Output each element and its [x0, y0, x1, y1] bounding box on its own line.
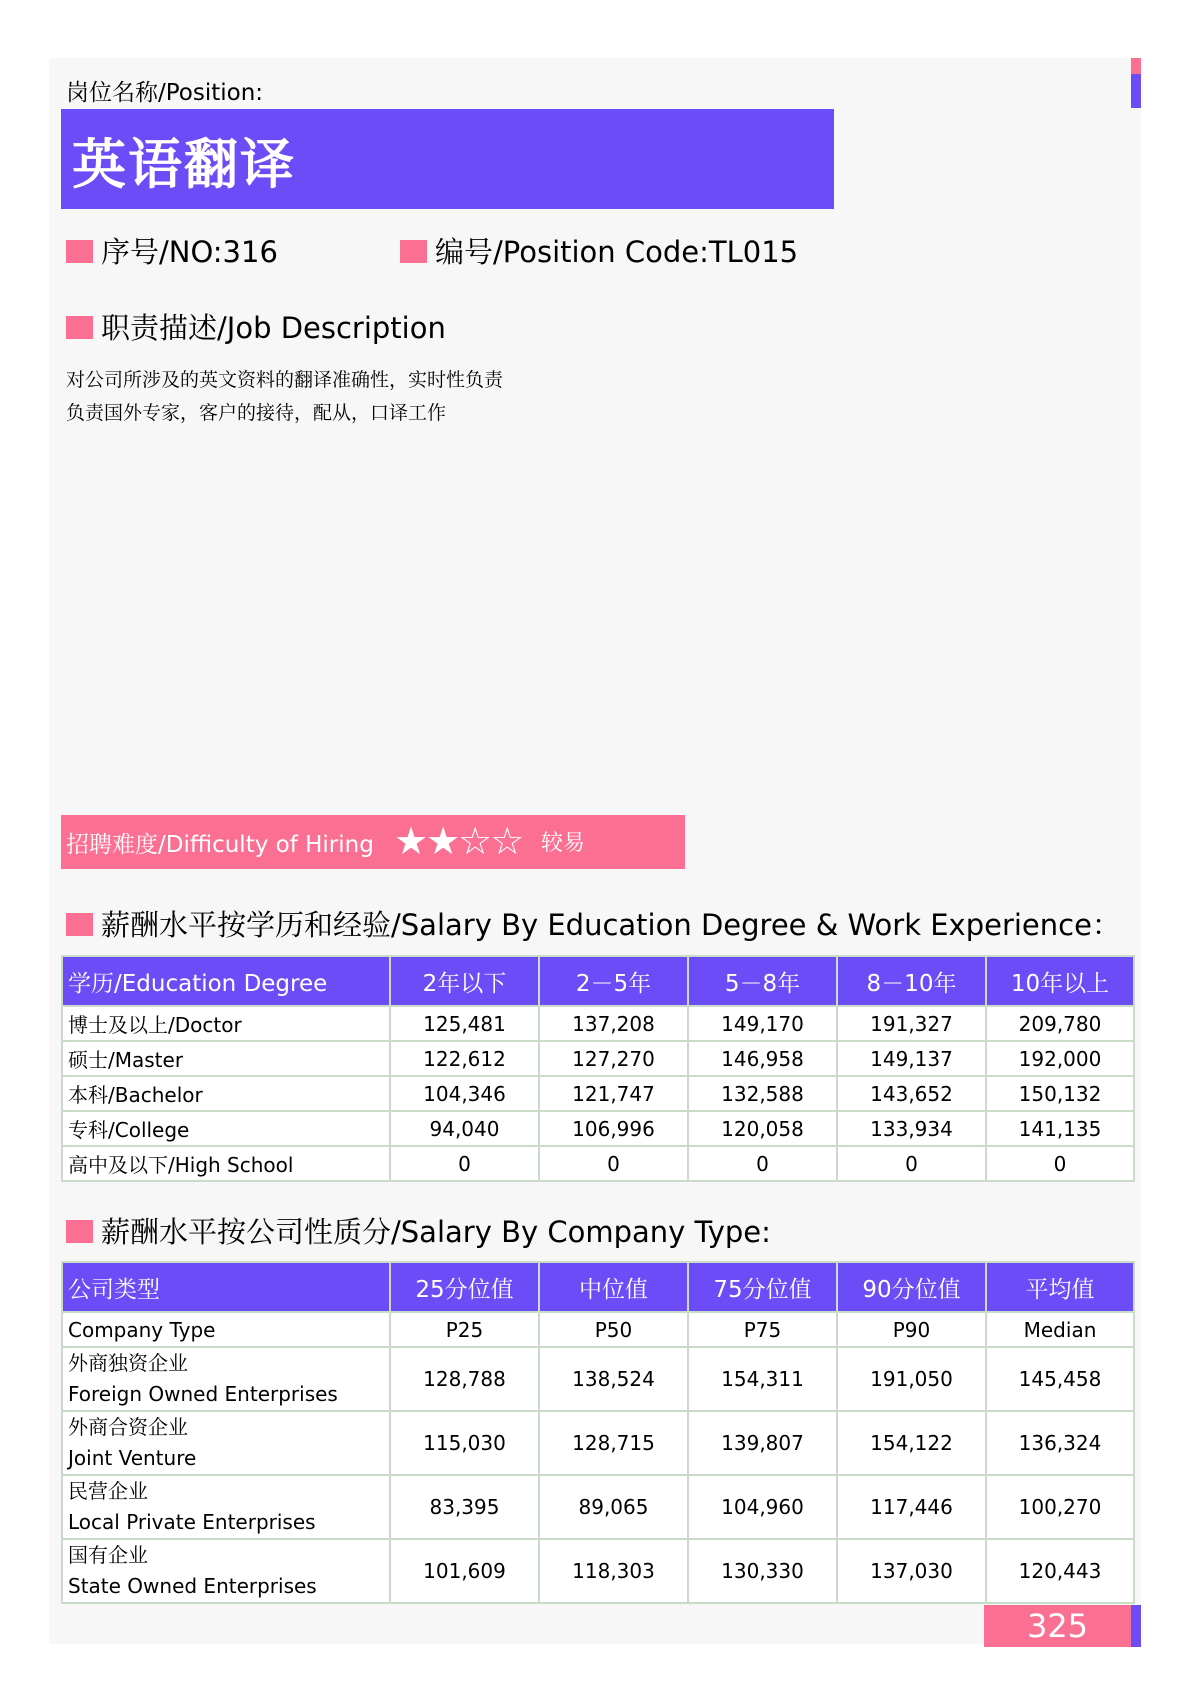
company-type-cn: 国有企业 [68, 1543, 148, 1567]
subheader-cell: P90 [837, 1312, 986, 1347]
salary-cell: 136,324 [986, 1411, 1134, 1475]
salary-cell: 125,481 [390, 1006, 539, 1041]
table-row [62, 1111, 1134, 1146]
salary-cell: 100,270 [986, 1475, 1134, 1539]
salary-cell: 141,135 [986, 1111, 1134, 1146]
subheader-cell: P75 [688, 1312, 837, 1347]
salary-cell: 127,270 [539, 1041, 688, 1076]
salary-cell: 137,030 [837, 1539, 986, 1603]
company-type-en: Foreign Owned Enterprises [68, 1382, 338, 1406]
company-salary-heading: 薪酬水平按公司性质分/Salary By Company Type: [101, 1215, 771, 1249]
salary-cell: 117,446 [837, 1475, 986, 1539]
salary-cell: 0 [688, 1146, 837, 1181]
bullet-square [66, 240, 93, 263]
row-label: 博士及以上/Doctor [62, 1006, 390, 1041]
row-label: 专科/College [62, 1111, 390, 1146]
job-description-line: 负责国外专家，客户的接待，配从，口译工作 [66, 402, 447, 424]
salary-cell: 121,747 [539, 1076, 688, 1111]
column-header: 5－8年 [688, 956, 837, 1006]
salary-cell: 104,960 [688, 1475, 837, 1539]
table-header-row [62, 956, 1134, 1006]
salary-cell: 89,065 [539, 1475, 688, 1539]
row-label: 硕士/Master [62, 1041, 390, 1076]
salary-cell: 128,715 [539, 1411, 688, 1475]
subheader-cell: Median [986, 1312, 1134, 1347]
salary-cell: 149,170 [688, 1006, 837, 1041]
table-row [62, 1146, 1134, 1181]
subheader-cell: Company Type [62, 1312, 390, 1347]
salary-cell: 0 [390, 1146, 539, 1181]
bullet-square [66, 1220, 93, 1243]
salary-cell: 83,395 [390, 1475, 539, 1539]
position-code: 编号/Position Code:TL015 [435, 235, 799, 269]
column-header: 2－5年 [539, 956, 688, 1006]
column-header: 学历/Education Degree [62, 956, 390, 1006]
salary-cell: 106,996 [539, 1111, 688, 1146]
subheader-cell: P25 [390, 1312, 539, 1347]
column-header: 90分位值 [837, 1262, 986, 1312]
corner-decoration-purple [1131, 74, 1141, 108]
position-title: 英语翻译 [72, 133, 296, 196]
job-description [66, 364, 503, 430]
salary-cell: 94,040 [390, 1111, 539, 1146]
page-number-accent [1131, 1605, 1141, 1647]
difficulty-label: 招聘难度/Difficulty of Hiring [66, 832, 374, 858]
column-header: 8－10年 [837, 956, 986, 1006]
salary-cell: 115,030 [390, 1411, 539, 1475]
company-type-cell [62, 1411, 390, 1475]
company-type-cn: 外商合资企业 [68, 1415, 188, 1439]
table-row [62, 1475, 1134, 1539]
company-type-en: Local Private Enterprises [68, 1510, 316, 1534]
salary-cell: 120,058 [688, 1111, 837, 1146]
company-type-cell [62, 1539, 390, 1603]
company-type-en: Joint Venture [68, 1446, 197, 1470]
position-number: 序号/NO:316 [101, 235, 278, 269]
row-label: 高中及以下/High School [62, 1146, 390, 1181]
table-row [62, 1539, 1134, 1603]
column-header: 2年以下 [390, 956, 539, 1006]
table-row [62, 1006, 1134, 1041]
position-label: 岗位名称/Position: [66, 80, 264, 106]
education-salary-heading: 薪酬水平按学历和经验/Salary By Education Degree & Work Experience： [101, 908, 1121, 942]
bullet-square [400, 240, 427, 263]
salary-cell: 101,609 [390, 1539, 539, 1603]
company-type-en: State Owned Enterprises [68, 1574, 317, 1598]
difficulty-rating-text: 较易 [541, 831, 586, 856]
salary-cell: 146,958 [688, 1041, 837, 1076]
salary-cell: 191,050 [837, 1347, 986, 1411]
salary-cell: 191,327 [837, 1006, 986, 1041]
bullet-square [66, 316, 93, 339]
company-type-cell [62, 1347, 390, 1411]
column-header: 平均值 [986, 1262, 1134, 1312]
salary-cell: 0 [539, 1146, 688, 1181]
education-salary-table [61, 955, 1135, 1182]
salary-cell: 143,652 [837, 1076, 986, 1111]
salary-cell: 149,137 [837, 1041, 986, 1076]
company-type-cn: 外商独资企业 [68, 1351, 188, 1375]
subheader-cell: P50 [539, 1312, 688, 1347]
company-type-cn: 民营企业 [68, 1479, 148, 1503]
salary-cell: 118,303 [539, 1539, 688, 1603]
column-header: 25分位值 [390, 1262, 539, 1312]
salary-cell: 132,588 [688, 1076, 837, 1111]
job-description-heading: 职责描述/Job Description [101, 311, 446, 345]
company-salary-table [61, 1261, 1135, 1604]
salary-cell: 138,524 [539, 1347, 688, 1411]
corner-decoration-pink [1131, 58, 1141, 74]
company-type-cell [62, 1475, 390, 1539]
salary-cell: 137,208 [539, 1006, 688, 1041]
row-label: 本科/Bachelor [62, 1076, 390, 1111]
salary-cell: 192,000 [986, 1041, 1134, 1076]
salary-cell: 145,458 [986, 1347, 1134, 1411]
table-row [62, 1076, 1134, 1111]
table-row [62, 1347, 1134, 1411]
salary-cell: 0 [986, 1146, 1134, 1181]
salary-cell: 128,788 [390, 1347, 539, 1411]
salary-cell: 133,934 [837, 1111, 986, 1146]
page-number: 325 [1026, 1607, 1089, 1645]
salary-cell: 130,330 [688, 1539, 837, 1603]
column-header: 中位值 [539, 1262, 688, 1312]
job-description-line: 对公司所涉及的英文资料的翻译准确性，实时性负责 [66, 369, 504, 391]
salary-cell: 0 [837, 1146, 986, 1181]
column-header: 75分位值 [688, 1262, 837, 1312]
difficulty-stars-icon: ★★☆☆ [394, 819, 523, 863]
table-row [62, 1411, 1134, 1475]
table-row [62, 1041, 1134, 1076]
salary-cell: 154,122 [837, 1411, 986, 1475]
salary-cell: 139,807 [688, 1411, 837, 1475]
salary-cell: 120,443 [986, 1539, 1134, 1603]
salary-cell: 104,346 [390, 1076, 539, 1111]
bullet-square [66, 913, 93, 936]
salary-cell: 209,780 [986, 1006, 1134, 1041]
column-header: 公司类型 [62, 1262, 390, 1312]
salary-cell: 122,612 [390, 1041, 539, 1076]
salary-cell: 154,311 [688, 1347, 837, 1411]
salary-cell: 150,132 [986, 1076, 1134, 1111]
column-header: 10年以上 [986, 956, 1134, 1006]
table-header-row [62, 1262, 1134, 1312]
table-subheader-row [62, 1312, 1134, 1347]
